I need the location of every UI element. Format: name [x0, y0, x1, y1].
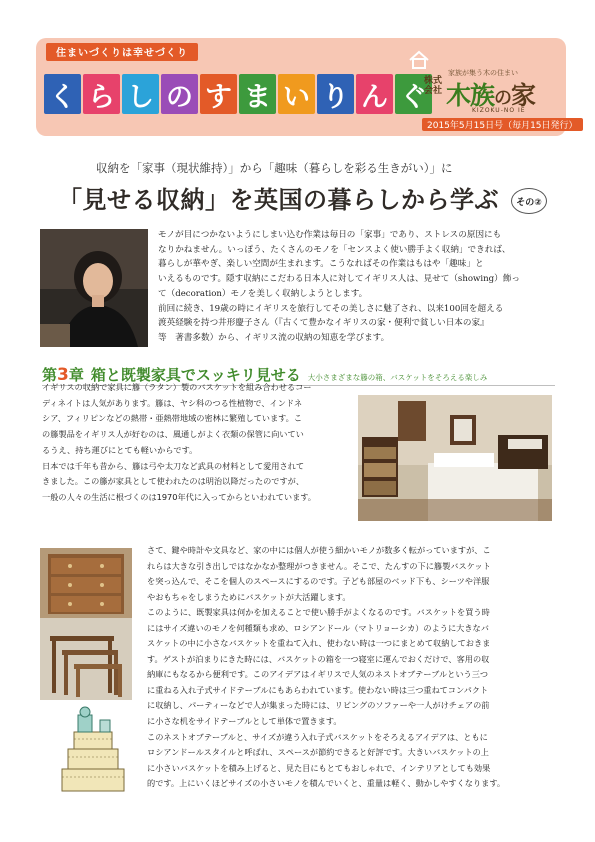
logo-char: 族 [470, 81, 495, 110]
title-char-block: り [317, 74, 354, 114]
title-char-block: い [278, 74, 315, 114]
chapter-note: 大小さまざまな籐の箱、バスケットをそろえる楽しみ [307, 373, 488, 382]
title-char-block: ぐ [395, 74, 432, 114]
company-logo [424, 68, 564, 118]
logo-char: の [494, 88, 512, 109]
body-paragraph-rattan: イギリスの収納で家具に籐（ラタン）製のバスケットを組み合わせるコー ディネイトは人気があります。籐は、ヤシ科のつる性植物で、インドネ シア、フィリピンなどの熱帯・亜熱帯地域の密林に繁殖しています。こ の籐製品をイギリス人が好むのは、風通しがよく衣類の保管に向いてい るうえ、持ち運びにとても軽いからです。 日本では千年も昔から、籐は弓や太刀など武具の材料として愛用されて きました。この籐が家具として使われたのは明治以降だったのですが、 一般の人々の生活に根づくのは1970年代に入ってからといわれています。 [42, 382, 316, 502]
nest-of-tables-photo [40, 618, 132, 700]
title-char-block: の [161, 74, 198, 114]
chest-photo [40, 548, 132, 618]
company-type: 株式会社 [424, 76, 443, 96]
article-intro: モノが目につかないようにしまい込む作業は毎日の「家事」であり、ストレスの原因にも なりかねません。いっぽう、たくさんのモノを「センスよく使い勝手よく収納」できれば、 暮らしが華やぎ、楽しい空間が生まれます。こうなればその作業はもはや「趣味」と いえるものです。隠す収納にこだわる日本人に対してイギリス人は、見せて（showing）飾っ て（decoration）モノを美しく収納しようとします。 前回に続き、19歳の時にイギリスを旅行してその美しさに魅了され、以来100回を超える 渡英経験を持つ井形慶子さん（『古くて豊かなイギリスの家・便利で貧しい日本の家』 等 著書多数）から、イギリス流の収納の知恵を学びます。 [158, 230, 520, 343]
title-char-block: ま [239, 74, 276, 114]
chapter-label-prefix: 第 [42, 366, 58, 384]
title-char-block: し [122, 74, 159, 114]
article-subtitle: 収納を「家事（現状維持）」から「趣味（暮らしを彩る生きがい）」に [96, 161, 453, 175]
company-roman-name: KIZOKU-NO IE [472, 107, 526, 114]
bedroom-photo [358, 395, 552, 521]
title-char-block: く [44, 74, 81, 114]
title-char-block: ん [356, 74, 393, 114]
header-tagline: 住まいづくりは幸せづくり [46, 43, 198, 61]
newsletter-title [44, 74, 432, 114]
newsletter-header [36, 38, 578, 136]
article-title: 「見せる収納」を英国の暮らしから学ぶ [58, 186, 499, 214]
body-paragraph-baskets: さて、鍵や時計や文具など、家の中には個人が使う細かいモノが数多く転がっていますが、こ れらは大きな引き出しではなかなか整理がつきません。そこで、たんすの下に籐製バスケット を突っ込んで、そこを個人のスペースにするのです。子ども部屋のベッド下も、シーツや洋服 やおもちゃをしまうためにバスケットが大活躍します。 このように、既製家具は何かを加えることで使い勝手がよくなるのです。バスケットを買う時 にはサイズ違いのモノを何種類も求め、ロシアンドール（マトリョーシカ）のように大きなバ スケットの中に小さなバスケットを重ねて入れ、使わない時は一つにまとめて収納しておきま す。ゲストが泊まりにきた時には、バスケットの箱を一つ寝室に運んでおくだけで、客用の収 納庫にもなるから便利です。このアイデアはイギリスで人気のネストオブテーブルという三つ に重ねる入れ子式サイドテーブルにもあらわれています。使わない時は三つ重ねてコンパクト に収納し、パーティーなどで人が集まった時には、リビングのソファーや一人がけチェアの前 に小さな机をサイドテーブルとして単体で置きます。 このネストオブテーブルと、サイズが違う入れ子式バスケットをそろえるアイデアは、ともに ロシアンドールスタイルと呼ばれ、スペースが節約できると好評です。大きいバスケットの上 に小さいバスケットを積み上げると、見た目にもとてもおしゃれで、インテリアとしても効果 的です。上にいくほどサイズの小さいモノを積んでいくと、重量は軽く、動かしやすくなります。 [147, 545, 506, 789]
house-icon [408, 50, 430, 70]
stacked-boxes-illustration [56, 705, 131, 793]
author-photo [40, 229, 148, 347]
title-char-block: ら [83, 74, 120, 114]
chapter-number: 3 [57, 365, 69, 385]
title-char-block: す [200, 74, 237, 114]
chapter-title: 箱と既製家具でスッキリ見せる [90, 366, 301, 384]
logo-char: 家 [511, 81, 536, 110]
part-badge: その② [511, 188, 547, 214]
logo-char: 木 [446, 81, 471, 110]
chapter-label-suffix: 章 [68, 366, 84, 384]
issue-date: 2015年5月15日号（毎月15日発行） [422, 118, 583, 131]
company-tagline: 家族が集う木の住まい [448, 69, 518, 77]
